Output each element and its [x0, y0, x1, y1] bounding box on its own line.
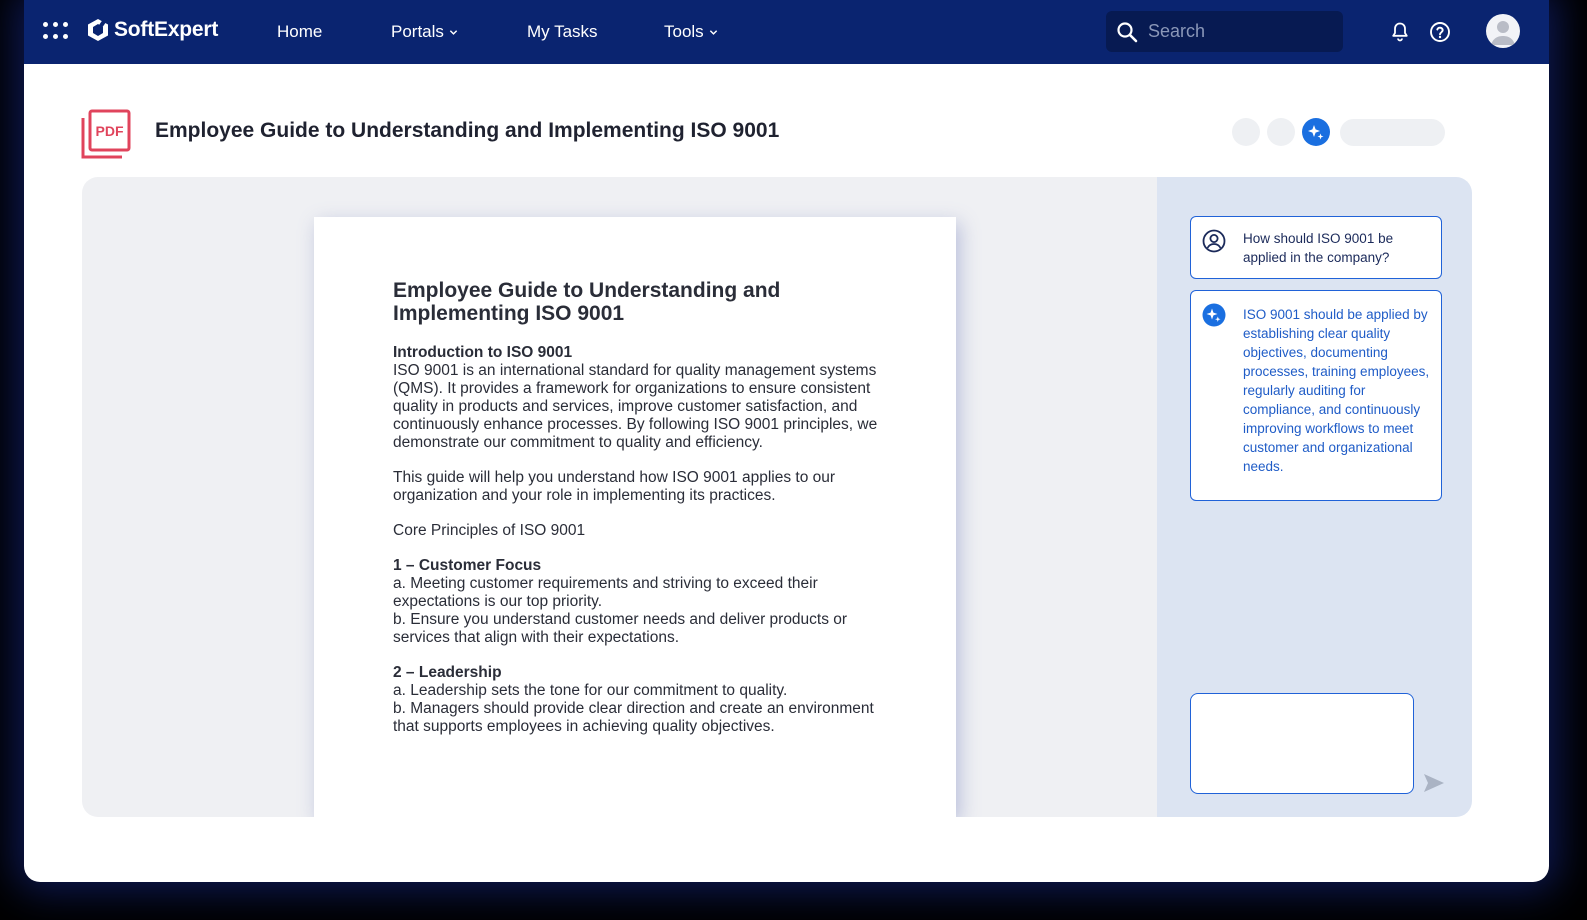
- user-circle-icon: [1202, 229, 1226, 253]
- principle-1-item-b: b. Ensure you understand customer needs and deliver products or services that align with their expectations.: [393, 611, 848, 646]
- intro-section: [393, 344, 893, 452]
- principles-title: Core Principles of ISO 9001: [393, 522, 586, 539]
- guide-paragraph: This guide will help you understand how ISO 9001 applies to our organization and your role in implementing its practices.: [393, 469, 836, 504]
- sparkle-icon: [1306, 122, 1326, 142]
- softexpert-logo-icon: [86, 18, 110, 42]
- nav-my-tasks-label: My Tasks: [527, 22, 598, 41]
- search-input[interactable]: [1146, 20, 1330, 43]
- search-icon: [1116, 21, 1138, 43]
- chat-message-input[interactable]: [1190, 693, 1414, 794]
- page-content: [393, 279, 893, 753]
- help-icon[interactable]: [1428, 20, 1452, 44]
- ai-answer-text: ISO 9001 should be applied by establishing clear quality objectives, documenting processes, training employees, regularly auditing for compliance, and continuously improving workflows to meet customer and organizational needs.: [1243, 307, 1430, 474]
- chevron-down-icon: [449, 28, 458, 37]
- search-box[interactable]: [1106, 11, 1343, 52]
- intro-body: ISO 9001 is an international standard for quality management systems (QMS). It provides a framework for organizations to ensure consistent quality in products and services, improve customer satisfaction, and continuously enhance processes. By following ISO 9001 principles, we demonstrate our commitment to quality and efficiency.: [393, 362, 878, 451]
- user-avatar[interactable]: [1486, 14, 1520, 48]
- top-navigation-bar: [24, 0, 1549, 64]
- nav-portals[interactable]: [391, 22, 458, 42]
- page-heading: Employee Guide to Understanding and Implementing ISO 9001: [393, 279, 781, 325]
- ai-answer-bubble: [1190, 290, 1442, 501]
- chevron-down-icon: [709, 28, 718, 37]
- nav-home-label: Home: [277, 22, 323, 41]
- toolbar-placeholder-button[interactable]: [1232, 118, 1260, 146]
- ai-sparkle-icon: [1202, 303, 1226, 327]
- principle-2-item-a: a. Leadership sets the tone for our commitment to quality.: [393, 682, 788, 699]
- nav-tools-label: Tools: [664, 22, 704, 41]
- toolbar-placeholder-button[interactable]: [1267, 118, 1295, 146]
- ai-chat-panel: [1157, 177, 1472, 817]
- brand-logo[interactable]: [86, 18, 218, 42]
- send-icon[interactable]: [1422, 771, 1446, 795]
- principle-2-title: 2 – Leadership: [393, 664, 502, 681]
- svg-text:PDF: PDF: [95, 123, 124, 139]
- nav-home[interactable]: [277, 22, 322, 42]
- document-viewer[interactable]: [82, 177, 1157, 817]
- nav-portals-label: Portals: [391, 22, 444, 41]
- document-page: [314, 217, 956, 817]
- principle-1-item-a: a. Meeting customer requirements and striving to exceed their expectations is our top priority.: [393, 575, 818, 610]
- app-launcher-icon[interactable]: [43, 22, 69, 42]
- intro-title: Introduction to ISO 9001: [393, 344, 573, 361]
- toolbar-placeholder-pill[interactable]: [1340, 119, 1445, 146]
- pdf-file-icon: [81, 109, 131, 159]
- user-question-text: How should ISO 9001 be applied in the company?: [1243, 231, 1394, 265]
- principle-customer-focus: [393, 557, 893, 647]
- ai-assistant-button[interactable]: [1302, 118, 1330, 146]
- nav-tools[interactable]: [664, 22, 718, 42]
- principle-1-title: 1 – Customer Focus: [393, 557, 542, 574]
- brand-name: SoftExpert: [114, 18, 219, 41]
- document-title: Employee Guide to Understanding and Implementing ISO 9001: [155, 119, 780, 142]
- bell-icon[interactable]: [1388, 20, 1412, 44]
- app-window: [24, 0, 1549, 882]
- principle-2-item-b: b. Managers should provide clear direction and create an environment that supports employees in achieving quality objectives.: [393, 700, 874, 735]
- nav-my-tasks[interactable]: [527, 22, 598, 42]
- user-question-bubble: [1190, 216, 1442, 279]
- user-icon: [1486, 14, 1520, 48]
- principle-leadership: [393, 664, 893, 736]
